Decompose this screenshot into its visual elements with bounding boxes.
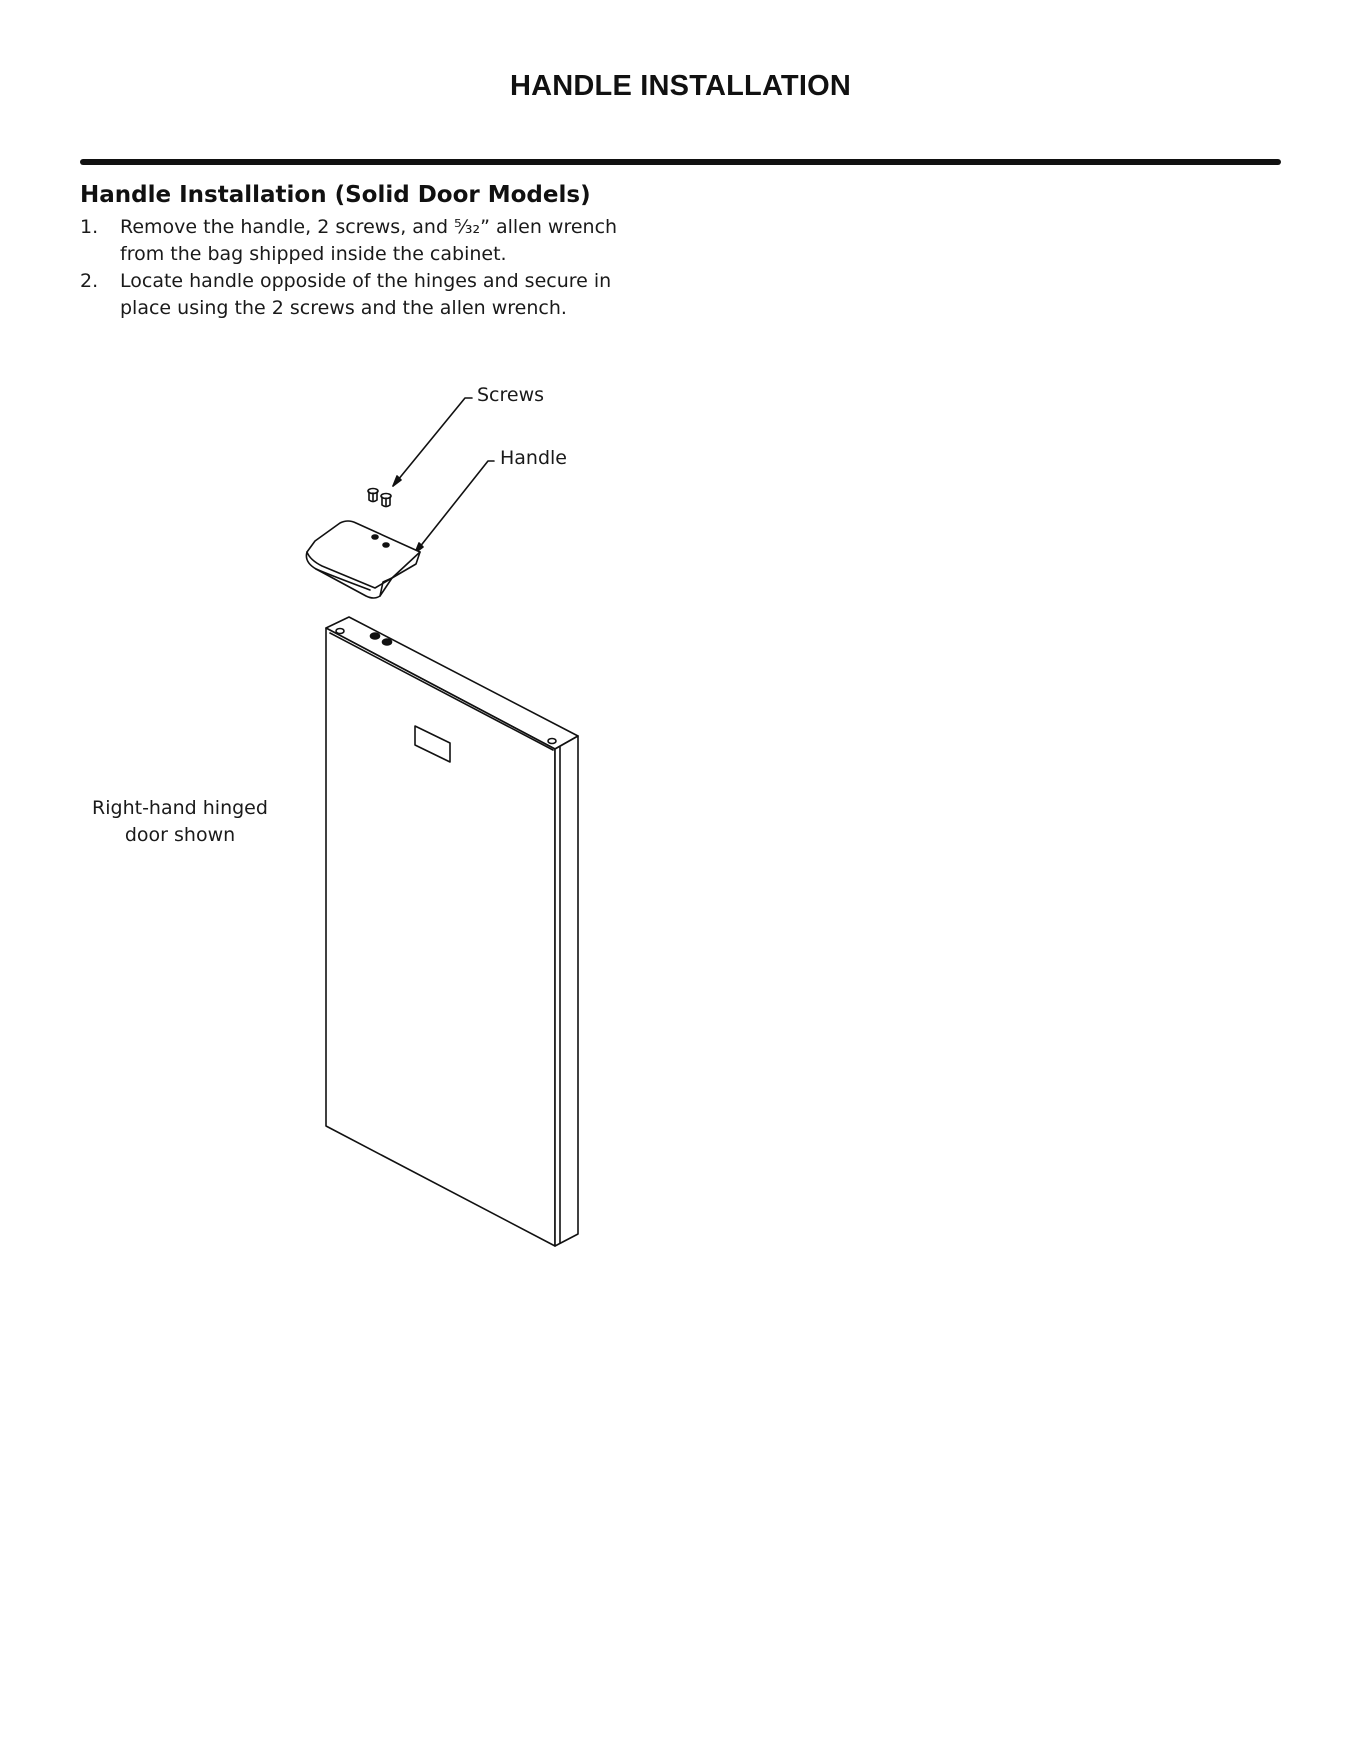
screw-icon bbox=[368, 489, 378, 502]
step-number: 1. bbox=[80, 216, 99, 238]
page-title: HANDLE INSTALLATION bbox=[509, 70, 852, 102]
handle-leader-line bbox=[415, 461, 494, 553]
step-text: Locate handle opposide of the hinges and secure in place using the 2 screws and the allen wrench. bbox=[120, 270, 612, 319]
screws-leader-line bbox=[393, 398, 472, 486]
screws-label: Screws bbox=[477, 384, 545, 406]
handle-label: Handle bbox=[500, 447, 568, 469]
step-number: 2. bbox=[80, 270, 99, 292]
door-note-label: Right-hand hinged door shown bbox=[92, 797, 268, 846]
step-text: Remove the handle, 2 screws, and ⁵⁄₃₂” allen wrench from the bag shipped inside the cabinet. bbox=[120, 216, 618, 265]
door-panel bbox=[326, 617, 578, 1246]
section-heading: Handle Installation (Solid Door Models) bbox=[80, 182, 591, 208]
handle-part bbox=[306, 521, 420, 598]
screw-icon bbox=[381, 494, 391, 507]
